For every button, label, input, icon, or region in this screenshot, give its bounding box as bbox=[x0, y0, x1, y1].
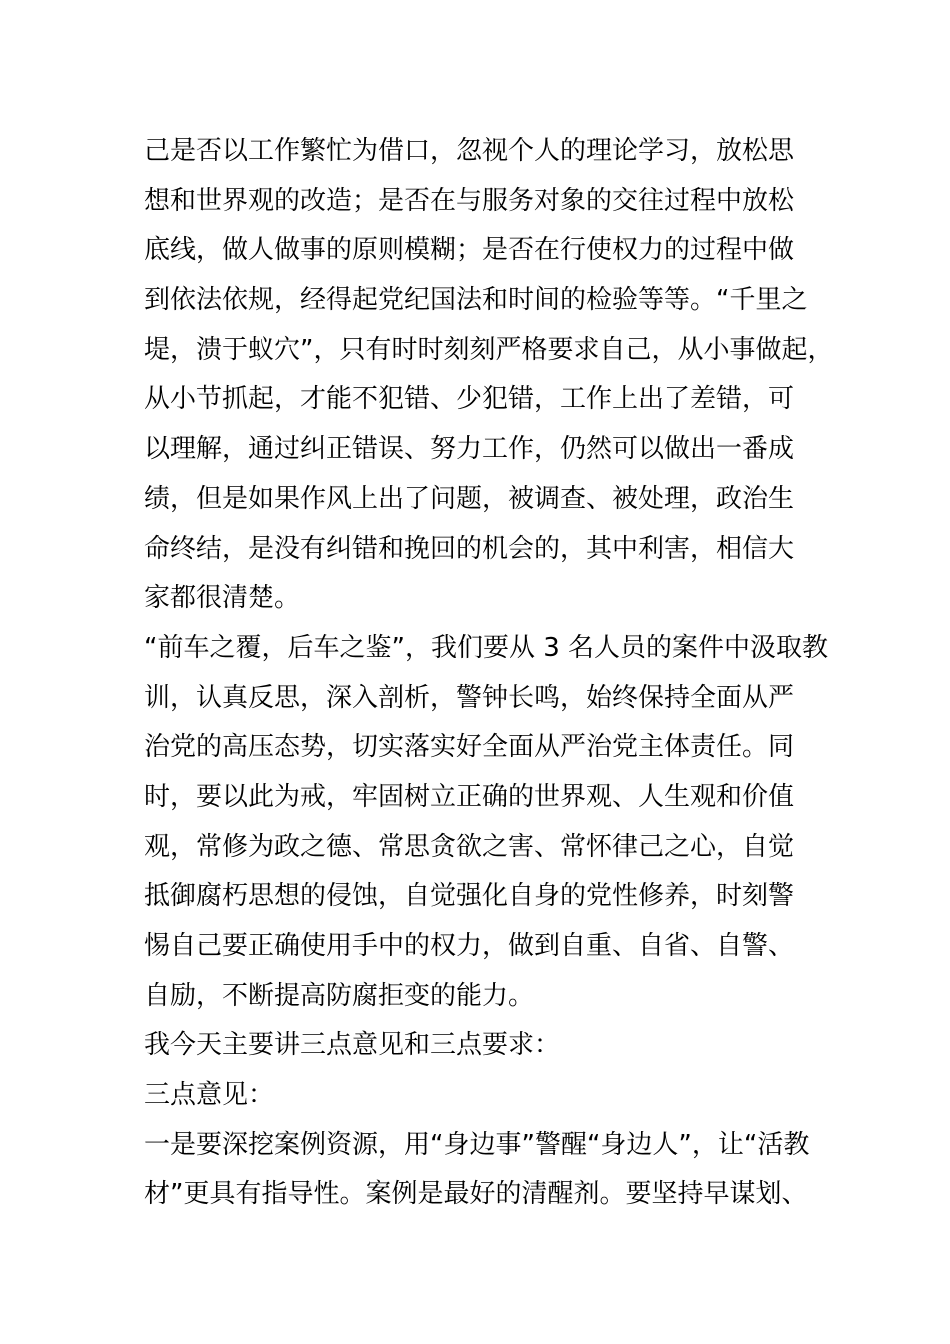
text-line: 以理解，通过纠正错误、努力工作，仍然可以做出一番成 bbox=[144, 434, 795, 465]
body-text bbox=[144, 127, 844, 1220]
text-line: “前车之覆，后车之鉴”，我们要从 3 名人员的案件中汲取教 bbox=[144, 632, 829, 663]
text-line: 绩，但是如果作风上出了问题，被调查、被处理，政治生 bbox=[144, 483, 795, 514]
text-line: 自励，不断提高防腐拒变的能力。 bbox=[144, 980, 535, 1011]
text-line: 想和世界观的改造；是否在与服务对象的交往过程中放松 bbox=[144, 185, 795, 216]
text-line: 命终结，是没有纠错和挽回的机会的，其中利害，相信大 bbox=[144, 533, 795, 564]
text-line: 时，要以此为戒，牢固树立正确的世界观、人生观和价值 bbox=[144, 781, 795, 812]
text-line: 训，认真反思，深入剖析，警钟长鸣，始终保持全面从严 bbox=[144, 682, 795, 713]
text-line: 我今天主要讲三点意见和三点要求： bbox=[144, 1030, 561, 1061]
text-line: 惕自己要正确使用手中的权力，做到自重、自省、自警、 bbox=[144, 931, 795, 961]
text-line: 到依法依规，经得起党纪国法和时间的检验等等。“千里之 bbox=[144, 285, 808, 316]
text-line: 家都很清楚。 bbox=[144, 583, 301, 614]
text-line: 从小节抓起，才能不犯错、少犯错，工作上出了差错，可 bbox=[144, 384, 795, 415]
text-line: 三点意见： bbox=[144, 1080, 275, 1111]
text-line: 观，常修为政之德、常思贪欲之害、常怀律己之心，自觉 bbox=[144, 831, 795, 862]
text-line: 抵御腐朽思想的侵蚀，自觉强化自身的党性修养，时刻警 bbox=[144, 881, 795, 912]
text-line: 一是要深挖案例资源，用“身边事”警醒“身边人”，让“活教 bbox=[144, 1129, 810, 1160]
text-line: 治党的高压态势，切实落实好全面从严治党主体责任。同 bbox=[144, 732, 795, 763]
text-line: 己是否以工作繁忙为借口，忽视个人的理论学习，放松思 bbox=[144, 136, 795, 166]
text-line: 堤，溃于蚁穴”，只有时时刻刻严格要求自己，从小事做起， bbox=[144, 334, 834, 365]
text-line: 材”更具有指导性。案例是最好的清醒剂。要坚持早谋划、 bbox=[144, 1179, 808, 1210]
text-line: 底线，做人做事的原则模糊；是否在行使权力的过程中做 bbox=[144, 235, 795, 266]
